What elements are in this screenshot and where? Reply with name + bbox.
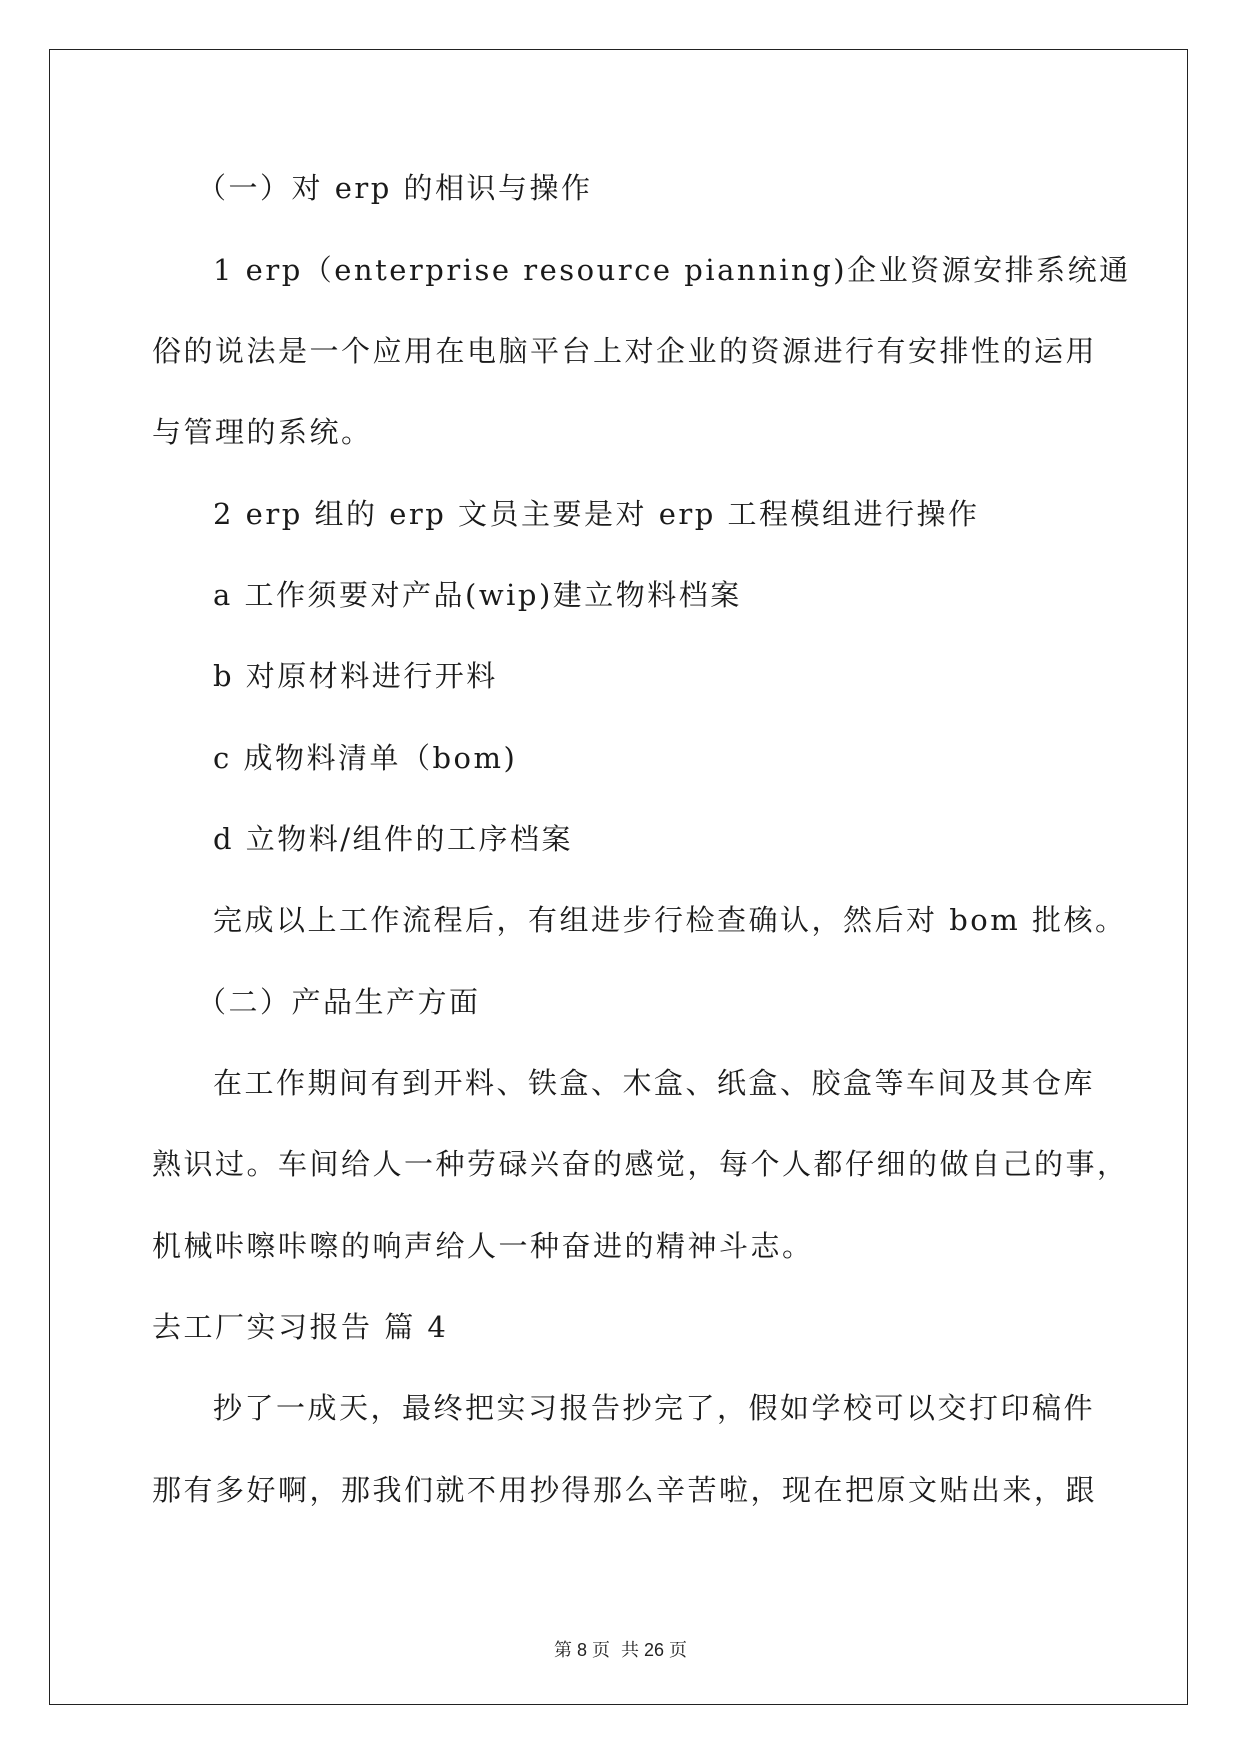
- paragraph-line: 1 erp（enterprise resource pianning)企业资源安排系统通: [213, 253, 1131, 287]
- list-item: a 工作须要对产品(wip)建立物料档案: [213, 578, 742, 612]
- paragraph-line: 机械咔嚓咔嚓的响声给人一种奋进的精神斗志。: [152, 1229, 814, 1263]
- article-title: 去工厂实习报告 篇 4: [152, 1310, 449, 1344]
- list-item: c 成物料清单（bom): [213, 741, 518, 775]
- paragraph-line: 抄了一成天，最终把实习报告抄完了，假如学校可以交打印稿件: [213, 1391, 1096, 1425]
- page-total: 共 26 页: [621, 1640, 688, 1660]
- paragraph-line: 俗的说法是一个应用在电脑平台上对企业的资源进行有安排性的运用: [152, 334, 1098, 368]
- list-item: d 立物料/组件的工序档案: [213, 822, 574, 856]
- section-heading-1: （一）对 erp 的相识与操作: [197, 171, 593, 205]
- paragraph-line: 完成以上工作流程后，有组进步行检查确认，然后对 bom 批核。: [213, 903, 1127, 937]
- list-item: b 对原材料进行开料: [213, 659, 498, 693]
- paragraph-line: 熟识过。车间给人一种劳碌兴奋的感觉，每个人都仔细的做自己的事，: [152, 1147, 1129, 1181]
- paragraph-line: 那有多好啊，那我们就不用抄得那么辛苦啦，现在把原文贴出来，跟: [152, 1473, 1098, 1507]
- paragraph-line: 在工作期间有到开料、铁盒、木盒、纸盒、胶盒等车间及其仓库: [213, 1066, 1096, 1100]
- paragraph-line: 2 erp 组的 erp 文员主要是对 erp 工程模组进行操作: [213, 497, 980, 531]
- section-heading-2: （二）产品生产方面: [197, 985, 481, 1019]
- page-number: 第 8 页: [553, 1640, 610, 1660]
- paragraph-line: 与管理的系统。: [152, 415, 373, 449]
- page-border: [49, 49, 1188, 1705]
- page-footer: [0, 1636, 1241, 1662]
